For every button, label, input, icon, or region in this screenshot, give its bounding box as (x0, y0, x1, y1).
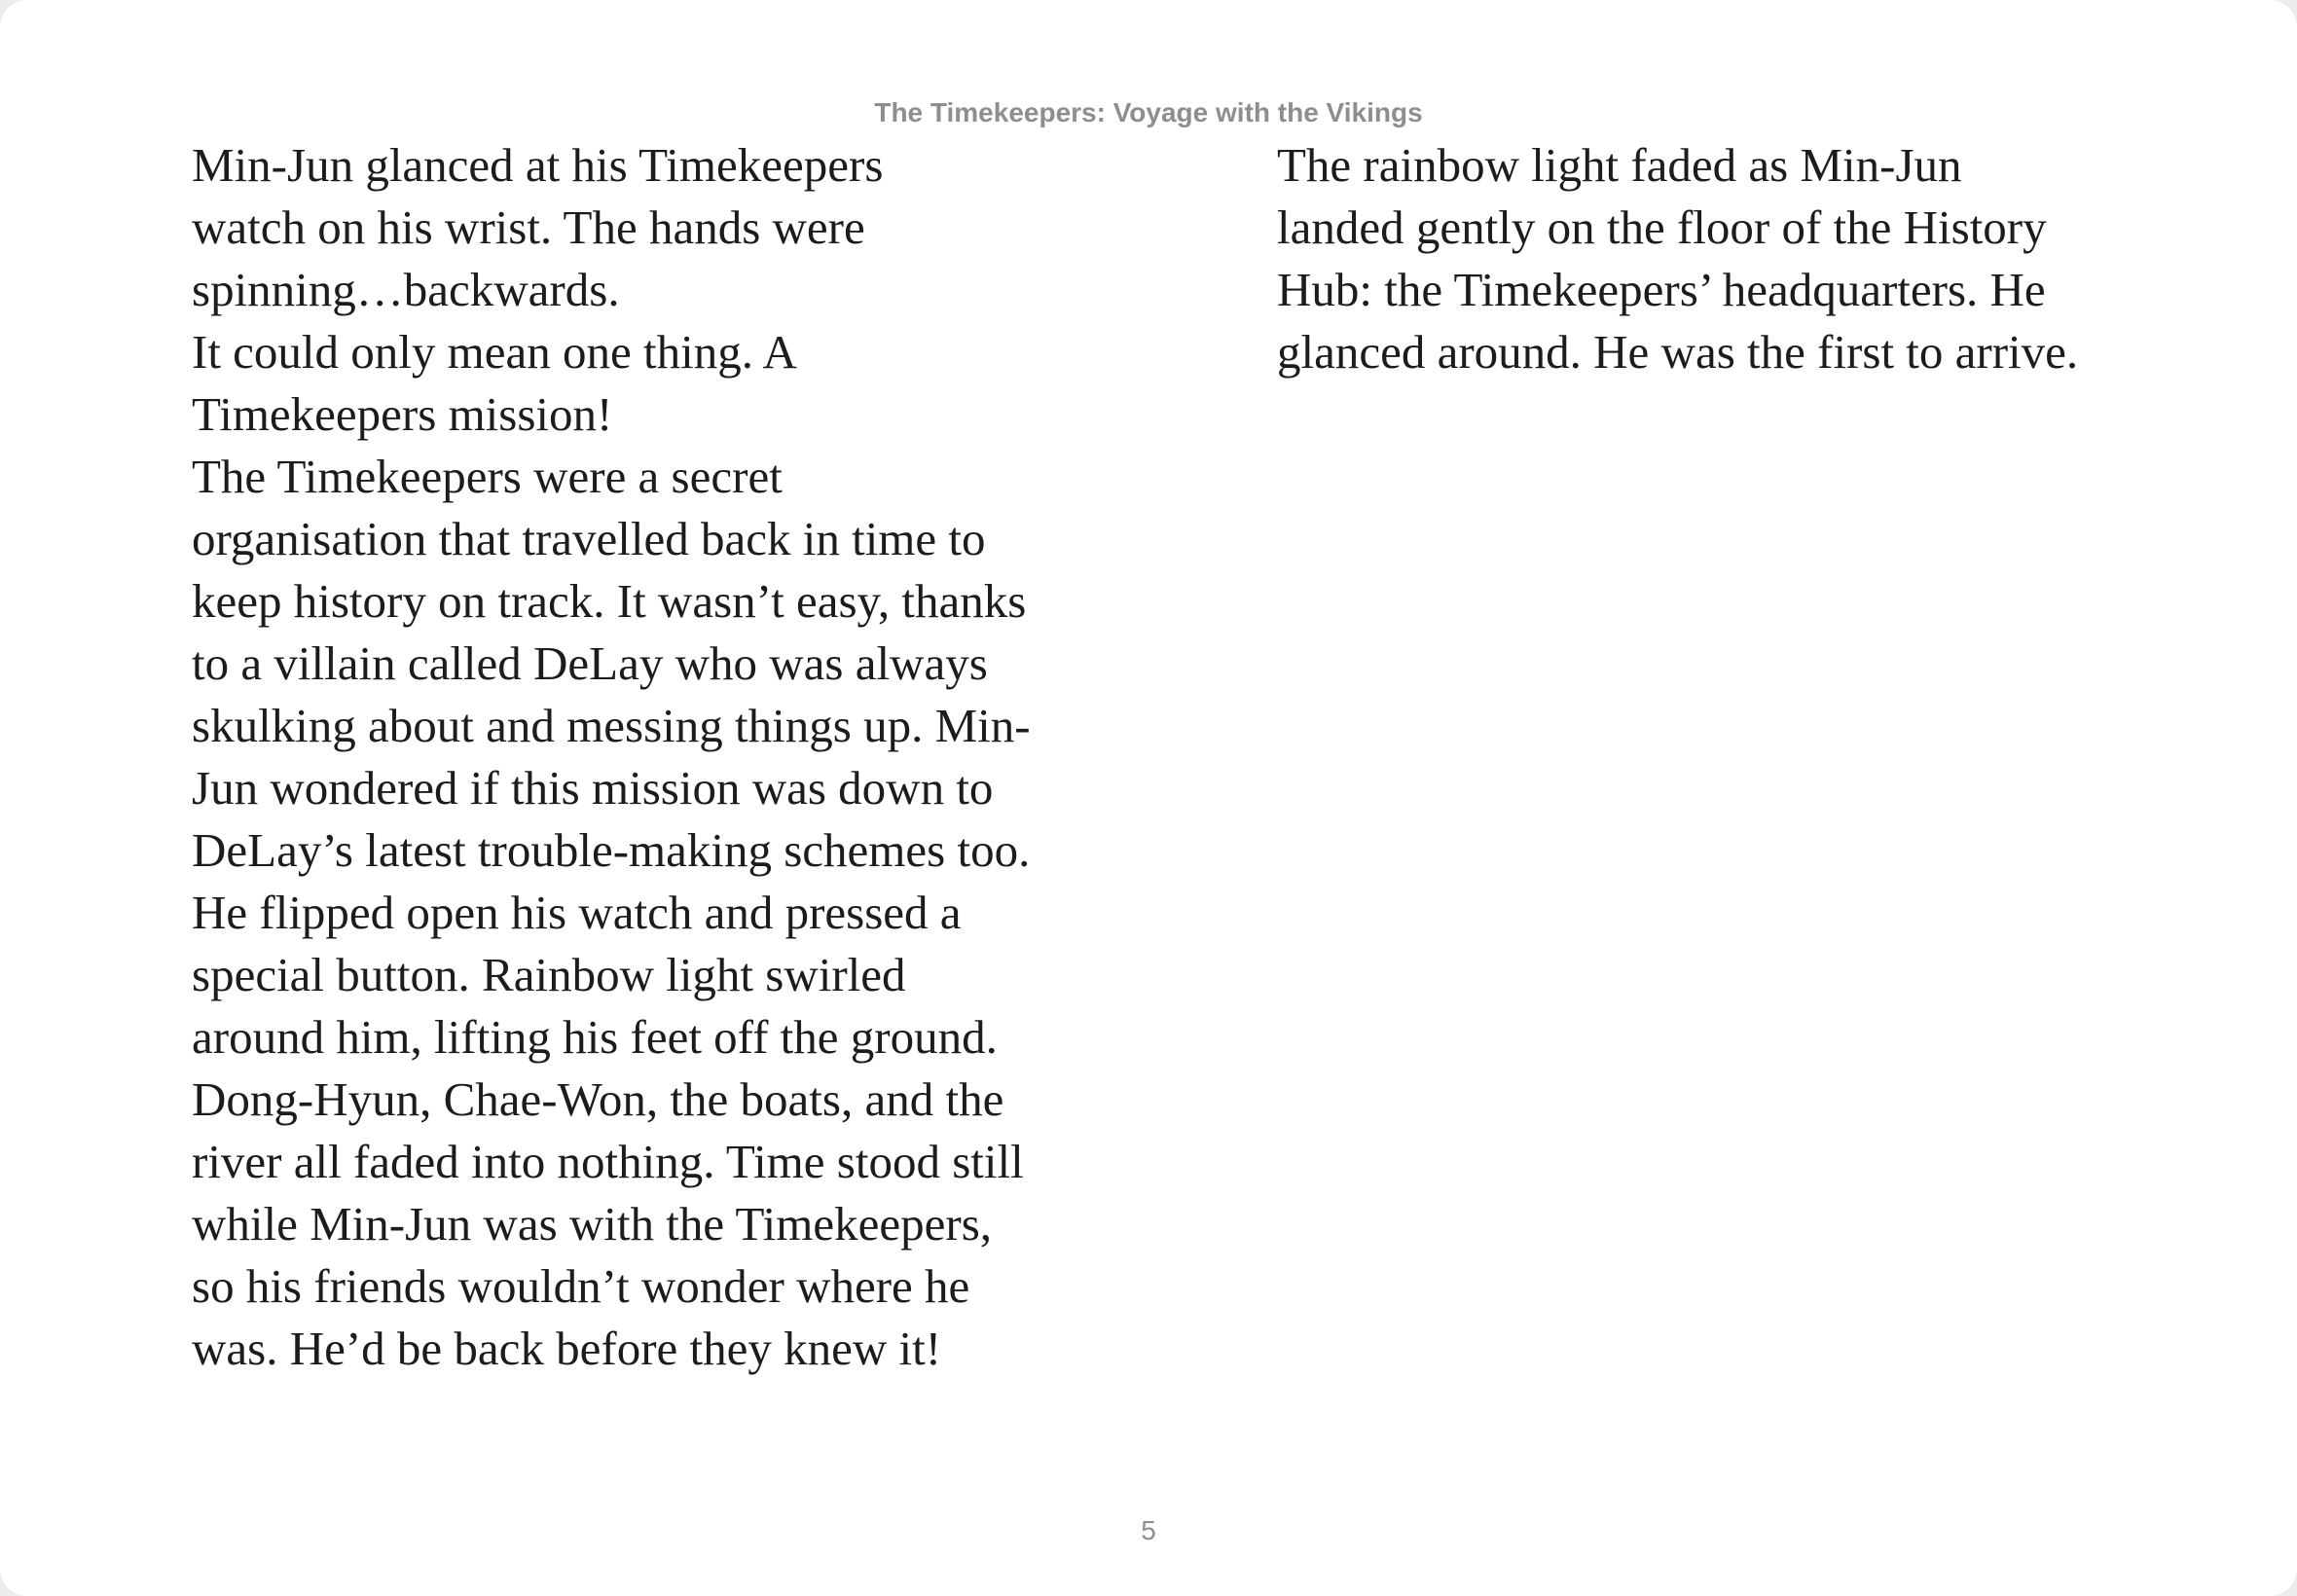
text-line: spinning…backwards. (192, 263, 620, 316)
book-title: The Timekeepers: Voyage with the Vikings (874, 97, 1423, 127)
text-line: It could only mean one thing. A (192, 325, 797, 379)
text-line: to a villain called DeLay who was always (192, 636, 988, 690)
text-line: Min-Jun glanced at his Timekeepers (192, 138, 884, 192)
text-line: so his friends wouldn’t wonder where he (192, 1259, 970, 1313)
paragraph (139, 446, 1062, 882)
text-line: Jun wondered if this mission was down to (192, 761, 994, 815)
text-line: watch on his wrist. The hands were (192, 200, 865, 254)
text-line: DeLay’s latest trouble-making schemes too. (192, 823, 1031, 877)
paragraph (1224, 134, 2139, 383)
text-line: Dong-Hyun, Chae-Won, the boats, and the (192, 1072, 1004, 1126)
text-line: while Min-Jun was with the Timekeepers, (192, 1197, 993, 1251)
page-number: 5 (1141, 1515, 1156, 1545)
left-text-column (139, 134, 1062, 1380)
text-line: organisation that travelled back in time to (192, 512, 986, 565)
text-line: He flipped open his watch and pressed a (192, 886, 962, 939)
right-text-column (1224, 134, 2139, 383)
text-line: was. He’d be back before they knew it! (192, 1322, 942, 1375)
text-line: river all faded into nothing. Time stood still (192, 1135, 1024, 1188)
text-line: The rainbow light faded as Min-Jun (1277, 138, 1962, 192)
text-line: Timekeepers mission! (192, 387, 613, 441)
text-line: keep history on track. It wasn’t easy, thanks (192, 574, 1027, 628)
paragraph (139, 134, 1062, 321)
text-line: landed gently on the floor of the History (1277, 200, 2047, 254)
text-line: special button. Rainbow light swirled (192, 948, 906, 1001)
paragraph (139, 321, 1062, 446)
paragraph (139, 882, 1062, 1380)
text-line: The Timekeepers were a secret (192, 450, 783, 503)
text-line: skulking about and messing things up. Min- (192, 699, 1031, 752)
text-line: glanced around. He was the first to arrive. (1277, 325, 2079, 379)
text-line: around him, lifting his feet off the ground. (192, 1010, 998, 1064)
text-line: Hub: the Timekeepers’ headquarters. He (1277, 263, 2046, 316)
